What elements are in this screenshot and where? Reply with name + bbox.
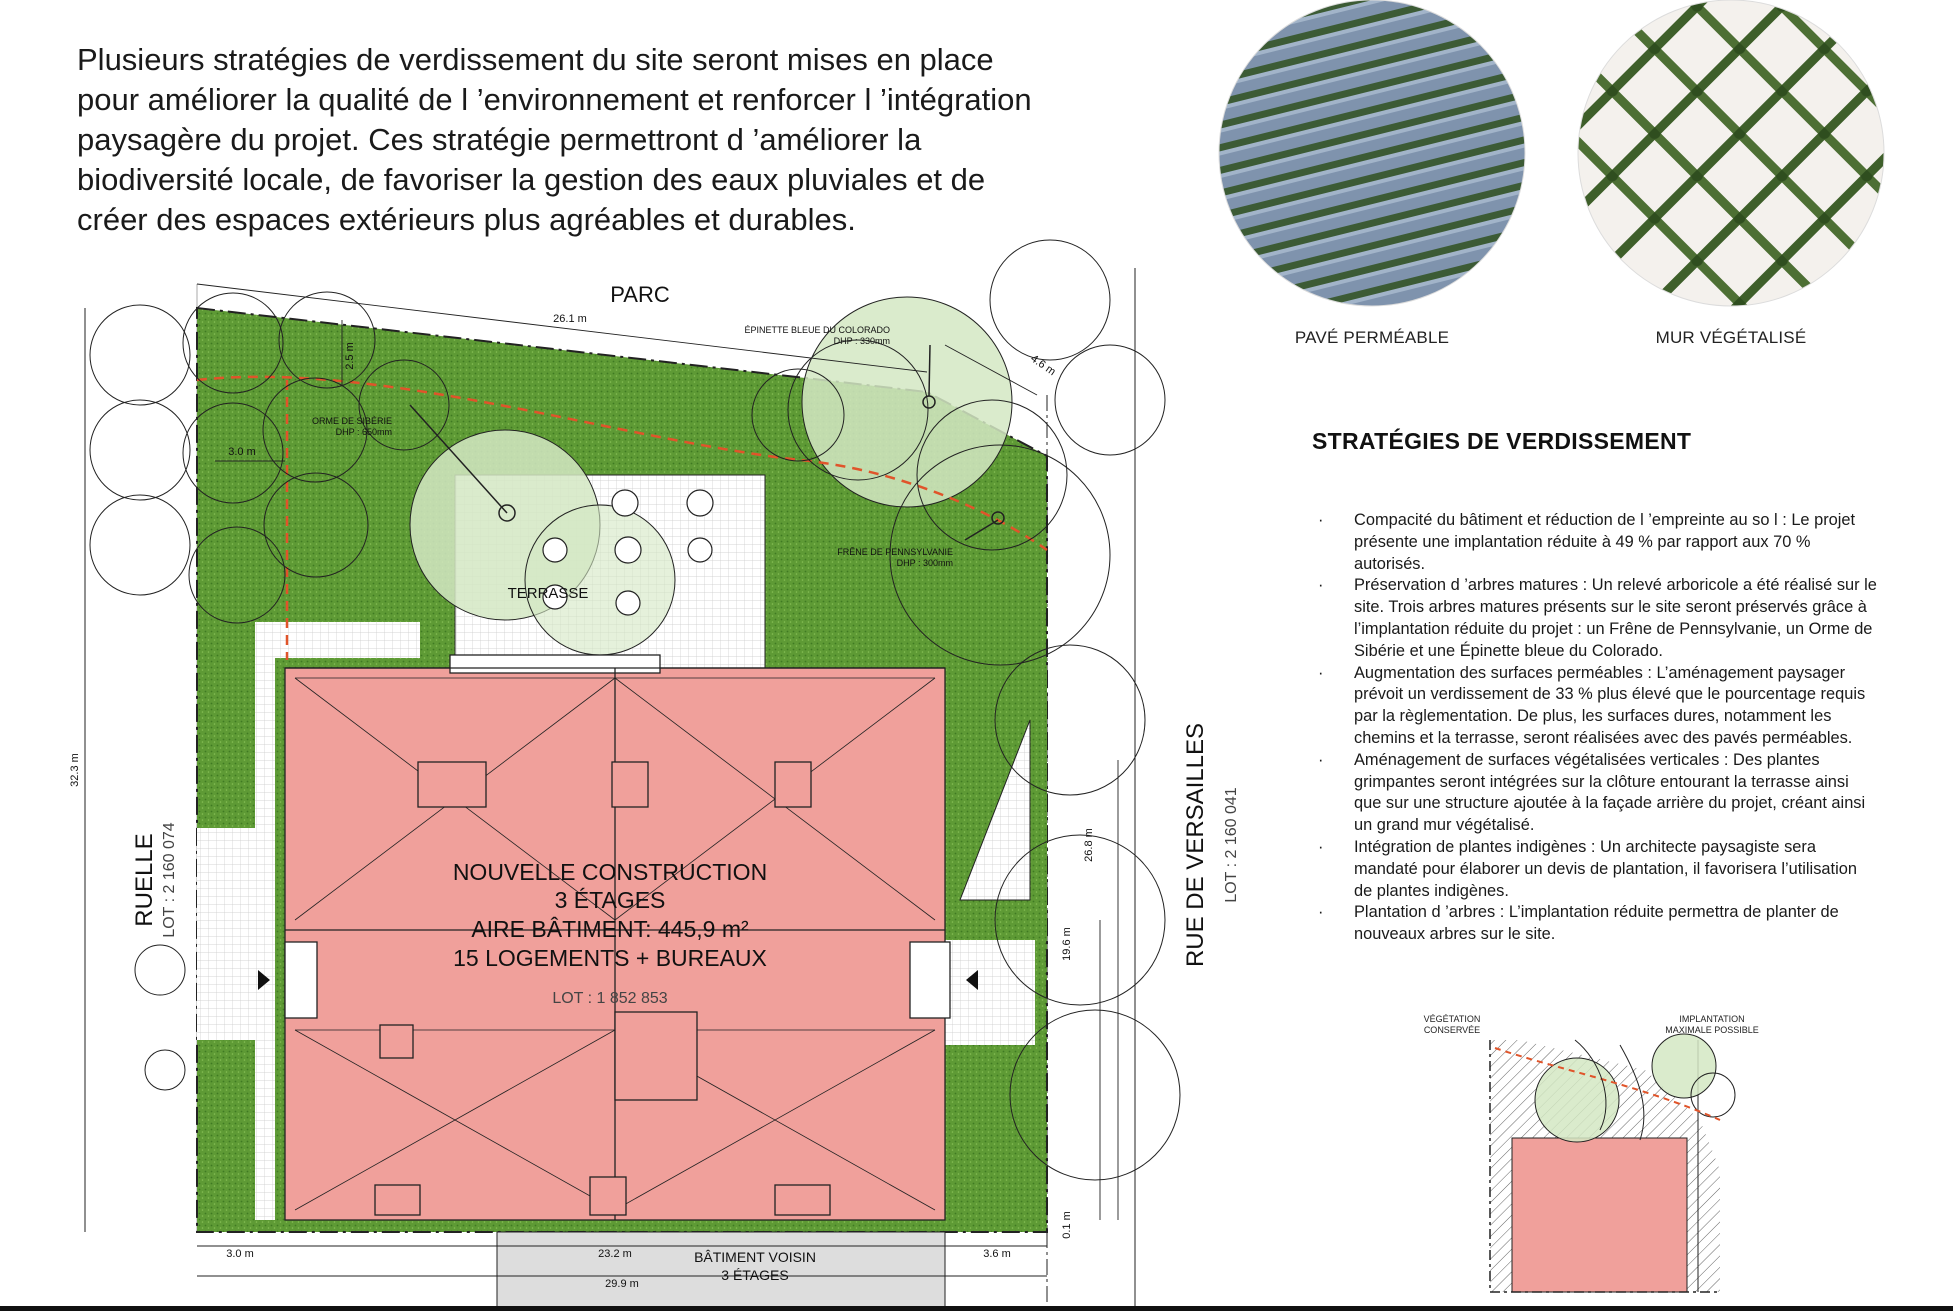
- strategy-item: [1318, 575, 1878, 662]
- diagram-label-right-1: IMPLANTATION: [1679, 1014, 1745, 1024]
- strategies-title: STRATÉGIES DE VERDISSEMENT: [1312, 428, 1692, 454]
- dim-top-right: 4.6 m: [1028, 352, 1058, 379]
- neighbor-line-1: BÂTIMENT VOISIN: [694, 1249, 816, 1265]
- ash-name: FRÊNE DE PENNSYLVANIE: [837, 547, 953, 557]
- permeable-paver-photo: [1219, 0, 1525, 306]
- dim-left-height: 32.3 m: [69, 753, 81, 787]
- elm-dhp: DHP : 650mm: [335, 427, 392, 437]
- spruce-name: ÉPINETTE BLEUE DU COLORADO: [744, 325, 890, 335]
- street-label: RUE DE VERSAILLES: [1182, 722, 1209, 968]
- strategy-item: [1318, 837, 1878, 902]
- strategy-text: Préservation d ’arbres matures : Un relevé arboricole a été réalisé sur le site. Trois arbres matures présents sur le site seront préservés grâce à l’implantation réduite du projet : un Frêne de Pennsylvanie, un Orme de Sibérie et une Épinette bleue du Colorado.: [1354, 576, 1877, 660]
- elm-name: ORME DE SIBÉRIE: [311, 416, 392, 426]
- implantation-diagram: [1490, 1034, 1735, 1292]
- dim-right-height: 26.8 m: [1083, 828, 1095, 862]
- building-lot: LOT : 1 852 853: [552, 990, 668, 1007]
- intro-line: paysagère du projet. Ces stratégie permettront d ’améliorer la: [77, 122, 922, 157]
- dim-bottom-mid: 23.2 m: [598, 1248, 632, 1260]
- strategy-text: Intégration de plantes indigènes : Un architecte paysagiste sera mandaté pour élaborer un devis de plantation, il favorisera l’utilisation de plantes indigènes.: [1354, 837, 1857, 900]
- dim-bottom-right: 3.6 m: [983, 1248, 1011, 1260]
- bullet-dot: ·: [1318, 750, 1324, 769]
- diagram-label-left-2: CONSERVÉE: [1423, 1025, 1481, 1035]
- strategy-text: Aménagement de surfaces végétalisées verticales : Des plantes grimpantes seront intégrées sur la clôture entourant la terrasse ainsi que sur une structure ajoutée à la façade arrière du projet, créant ainsi un grand mur végétalisé.: [1354, 750, 1866, 835]
- street-lot: LOT : 2 160 041: [1223, 787, 1240, 903]
- bullet-dot: ·: [1318, 576, 1324, 595]
- dim-left-offset: 3.0 m: [228, 446, 256, 458]
- photo-caption-greenwall: MUR VÉGÉTALISÉ: [1655, 328, 1807, 347]
- dim-vertical-small: 2.5 m: [344, 342, 356, 370]
- strategy-item: [1318, 663, 1878, 750]
- bottom-rule: [0, 1306, 1953, 1311]
- spruce-dhp: DHP : 330mm: [833, 336, 890, 346]
- terrace-label: TERRASSE: [507, 585, 589, 602]
- intro-line: biodiversité locale, de favoriser la gestion des eaux pluviales et de: [77, 162, 986, 197]
- diagram-label-left-1: VÉGÉTATION: [1423, 1014, 1481, 1024]
- bullet-dot: ·: [1318, 837, 1324, 856]
- diagram-label-right-2: MAXIMALE POSSIBLE: [1665, 1025, 1759, 1035]
- dim-right-tiny: 0.1 m: [1061, 1211, 1073, 1239]
- bullet-dot: ·: [1318, 663, 1324, 682]
- strategy-text: Augmentation des surfaces perméables : L’aménagement paysager prévoit un verdissement de 33 % plus élevé que le pourcentage requis par la règlementation. De plus, les surfaces dures, notamment les chemins et la terrasse, seront réalisées avec des pavés perméables.: [1354, 663, 1866, 747]
- intro-line: Plusieurs stratégies de verdissement du site seront mises en place: [77, 42, 994, 77]
- intro-line: pour améliorer la qualité de l ’environnement et renforcer l ’intégration: [77, 82, 1032, 117]
- parc-label: PARC: [610, 282, 670, 307]
- lane-label: RUELLE: [131, 833, 158, 927]
- bullet-dot: ·: [1318, 511, 1324, 529]
- strategy-item: [1318, 902, 1878, 946]
- intro-line: créer des espaces extérieurs plus agréables et durables.: [77, 202, 856, 237]
- building-line-2: 3 ÉTAGES: [554, 887, 666, 913]
- photo-caption-paver: PAVÉ PERMÉABLE: [1294, 328, 1450, 347]
- neighbor-line-2: 3 ÉTAGES: [721, 1267, 789, 1283]
- dim-right-lower: 19.6 m: [1061, 927, 1073, 961]
- dim-bottom-total: 29.9 m: [605, 1278, 639, 1290]
- strategies-list: [1318, 510, 1878, 946]
- building-line-4: 15 LOGEMENTS + BUREAUX: [453, 945, 767, 971]
- strategy-text: Plantation d ’arbres : L’implantation réduite permettra de planter de nouveaux arbres sur le site.: [1354, 903, 1839, 944]
- lane-lot: LOT : 2 160 074: [161, 822, 178, 938]
- building-line-1: NOUVELLE CONSTRUCTION: [452, 859, 768, 885]
- ash-dhp: DHP : 300mm: [896, 558, 953, 568]
- dim-top: 26.1 m: [553, 313, 587, 325]
- bullet-dot: ·: [1318, 903, 1324, 922]
- building-line-3: AIRE BÂTIMENT: 445,9 m²: [471, 916, 749, 942]
- strategy-item: [1318, 750, 1878, 837]
- green-wall-photo: [1578, 0, 1884, 306]
- dim-bottom-left: 3.0 m: [226, 1248, 254, 1260]
- strategy-item: [1318, 510, 1878, 575]
- strategy-text: Compacité du bâtiment et réduction de l ’empreinte au so l : Le projet présente une implantation réduite à 49 % par rapport aux 70 % autorisés.: [1354, 511, 1856, 573]
